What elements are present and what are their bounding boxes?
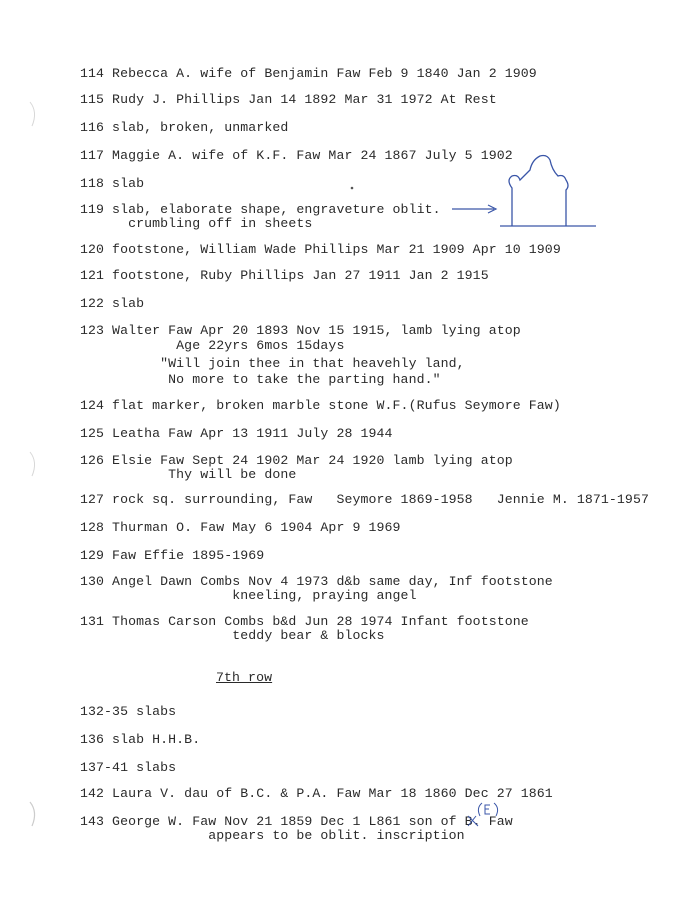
entry-118: 118 slab (80, 176, 145, 191)
entry-142: 142 Laura V. dau of B.C. & P.A. Faw Mar 18 1860 Dec 27 1861 (80, 786, 553, 801)
entry-114: 114 Rebecca A. wife of Benjamin Faw Feb 9 1840 Jan 2 1909 (80, 66, 537, 81)
entry-136: 136 slab H.H.B. (80, 732, 201, 747)
entry-129: 129 Faw Effie 1895-1969 (80, 548, 265, 563)
entry-128: 128 Thurman O. Faw May 6 1904 Apr 9 1969 (80, 520, 401, 535)
entry-126: 126 Elsie Faw Sept 24 1902 Mar 24 1920 lamb lying atop (80, 453, 513, 468)
entry-126-cont: Thy will be done (80, 467, 297, 482)
entry-117: 117 Maggie A. wife of K.F. Faw Mar 24 1867 July 5 1902 (80, 148, 513, 163)
entry-116: 116 slab, broken, unmarked (80, 120, 289, 135)
entry-130: 130 Angel Dawn Combs Nov 4 1973 d&b same day, Inf footstone (80, 574, 553, 589)
entry-132-35: 132-35 slabs (80, 704, 177, 719)
entry-119: 119 slab, elaborate shape, engraveture oblit. (80, 202, 441, 217)
entry-115: 115 Rudy J. Phillips Jan 14 1892 Mar 31 1972 At Rest (80, 92, 497, 107)
entry-125: 125 Leatha Faw Apr 13 1911 July 28 1944 (80, 426, 393, 441)
entry-121: 121 footstone, Ruby Phillips Jan 27 1911 Jan 2 1915 (80, 268, 489, 283)
entry-123-verse-2: No more to take the parting hand." (80, 372, 441, 387)
entry-131: 131 Thomas Carson Combs b&d Jun 28 1974 Infant footstone (80, 614, 529, 629)
entry-119-cont: crumbling off in sheets (80, 216, 313, 231)
entry-123: 123 Walter Faw Apr 20 1893 Nov 15 1915, lamb lying atop (80, 323, 521, 338)
entry-124: 124 flat marker, broken marble stone W.F.(Rufus Seymore Faw) (80, 398, 561, 413)
entry-130-cont: kneeling, praying angel (80, 588, 417, 603)
entry-127: 127 rock sq. surrounding, Faw Seymore 1869-1958 Jennie M. 1871-1957 (80, 492, 649, 507)
entry-123-cont: Age 22yrs 6mos 15days (80, 338, 345, 353)
entry-123-verse-1: "Will join thee in that heavehly land, (80, 356, 465, 371)
row-heading: 7th row (216, 670, 273, 685)
entry-137-41: 137-41 slabs (80, 760, 177, 775)
entry-143: 143 George W. Faw Nov 21 1859 Dec 1 L861 son of B. Faw (80, 814, 513, 829)
entry-122: 122 slab (80, 296, 145, 311)
entry-143-cont: appears to be oblit. inscription (80, 828, 465, 843)
entry-120: 120 footstone, William Wade Phillips Mar 21 1909 Apr 10 1909 (80, 242, 561, 257)
entry-131-cont: teddy bear & blocks (80, 628, 385, 643)
